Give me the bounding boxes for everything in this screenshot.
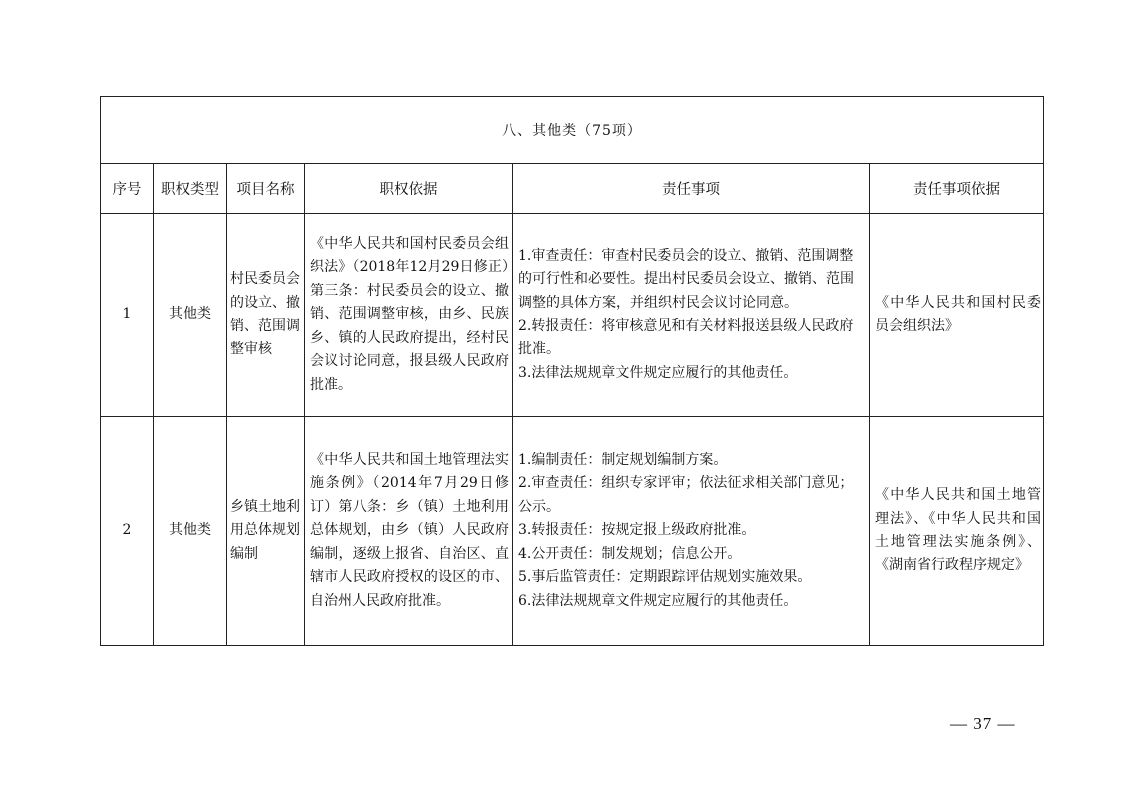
resp-item: 3.法律法规规章文件规定应履行的其他责任。 xyxy=(518,364,798,381)
resp-item: 1.审查责任：审查村民委员会的设立、撤销、范围调整的可行性和必要性。提出村民委员会设立、撤销、范围调整的具体方案，并组织村民会议讨论同意。 xyxy=(518,247,854,311)
resp-item: 5.事后监管责任：定期跟踪评估规划实施效果。 xyxy=(518,569,812,586)
cell-seq: 2 xyxy=(101,417,154,646)
column-header-name: 项目名称 xyxy=(227,164,305,214)
cell-seq: 1 xyxy=(101,214,154,417)
cell-type: 其他类 xyxy=(154,417,227,646)
column-header-type: 职权类型 xyxy=(154,164,227,214)
cell-type: 其他类 xyxy=(154,214,227,417)
cell-ref: 《中华人民共和国村民委员会组织法》 xyxy=(870,214,1044,417)
cell-name: 乡镇土地利用总体规划编制 xyxy=(227,417,305,646)
cell-name: 村民委员会的设立、撤销、范围调整审核 xyxy=(227,214,305,417)
resp-item: 1.编制责任：制定规划编制方案。 xyxy=(518,452,728,469)
column-header-basis: 职权依据 xyxy=(305,164,513,214)
table-row xyxy=(101,214,1044,417)
table-row xyxy=(101,417,1044,646)
resp-item: 3.转报责任：按规定报上级政府批准。 xyxy=(518,522,756,539)
duties-table xyxy=(100,96,1044,646)
table-header-row xyxy=(101,164,1044,214)
column-header-resp: 责任事项 xyxy=(513,164,870,214)
column-header-ref: 责任事项依据 xyxy=(870,164,1044,214)
cell-resp xyxy=(513,417,870,646)
resp-item: 4.公开责任：制发规划；信息公开。 xyxy=(518,545,742,562)
column-header-seq: 序号 xyxy=(101,164,154,214)
resp-item: 6.法律法规规章文件规定应履行的其他责任。 xyxy=(518,592,798,609)
section-title: 八、其他类（75项） xyxy=(101,97,1044,164)
resp-item: 2.转报责任：将审核意见和有关材料报送县级人民政府批准。 xyxy=(518,318,854,358)
cell-basis: 《中华人民共和国土地管理法实施条例》（2014年7月29日修订）第八条：乡（镇）土地利用总体规划，由乡（镇）人民政府编制，逐级上报省、自治区、直辖市人民政府授权的设区的市、自治州人民政府批准。 xyxy=(305,417,513,646)
cell-ref: 《中华人民共和国土地管理法》、《中华人民共和国土地管理法实施条例》、《湖南省行政程序规定》 xyxy=(870,417,1044,646)
section-title-row xyxy=(101,97,1044,164)
cell-basis: 《中华人民共和国村民委员会组织法》（2018年12月29日修正）第三条：村民委员会的设立、撤销、范围调整审核，由乡、民族乡、镇的人民政府提出，经村民会议讨论同意，报县级人民政府批准。 xyxy=(305,214,513,417)
page-number: — 37 — xyxy=(950,714,1016,733)
cell-resp xyxy=(513,214,870,417)
resp-item: 2.审查责任：组织专家评审；依法征求相关部门意见；公示。 xyxy=(518,475,854,515)
